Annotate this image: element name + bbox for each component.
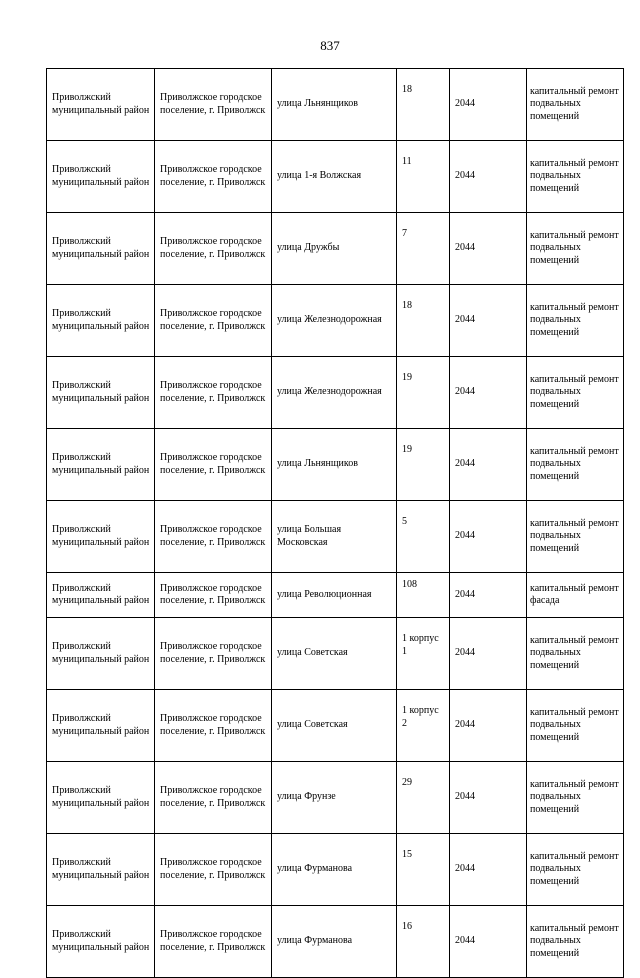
table-row — [47, 834, 624, 906]
table-row — [47, 906, 624, 978]
cell-district: Приволжский муниципальный район — [47, 762, 155, 834]
cell-work-type: капитальный ремонт подвальных помещений — [527, 834, 624, 906]
table-row — [47, 213, 624, 285]
cell-settlement: Приволжское городское поселение, г. Приволжск — [155, 357, 272, 429]
table-row — [47, 141, 624, 213]
cell-street: улица Большая Московская — [272, 501, 397, 573]
cell-district: Приволжский муниципальный район — [47, 618, 155, 690]
table-row — [47, 429, 624, 501]
cell-year: 2044 — [450, 357, 527, 429]
cell-settlement: Приволжское городское поселение, г. Приволжск — [155, 213, 272, 285]
cell-work-type: капитальный ремонт подвальных помещений — [527, 357, 624, 429]
table-row — [47, 618, 624, 690]
table-row — [47, 357, 624, 429]
cell-work-type: капитальный ремонт подвальных помещений — [527, 906, 624, 978]
cell-work-type: капитальный ремонт подвальных помещений — [527, 429, 624, 501]
cell-settlement: Приволжское городское поселение, г. Приволжск — [155, 690, 272, 762]
cell-house-number: 1 корпус 1 — [397, 618, 450, 690]
cell-street: улица Железнодорожная — [272, 357, 397, 429]
cell-settlement: Приволжское городское поселение, г. Приволжск — [155, 834, 272, 906]
cell-street: улица Фурманова — [272, 834, 397, 906]
cell-year: 2044 — [450, 762, 527, 834]
table-row — [47, 69, 624, 141]
cell-street: улица Фурманова — [272, 906, 397, 978]
cell-district: Приволжский муниципальный район — [47, 573, 155, 618]
cell-work-type: капитальный ремонт фасада — [527, 573, 624, 618]
cell-work-type: капитальный ремонт подвальных помещений — [527, 69, 624, 141]
cell-work-type: капитальный ремонт подвальных помещений — [527, 285, 624, 357]
cell-year: 2044 — [450, 285, 527, 357]
cell-work-type: капитальный ремонт подвальных помещений — [527, 618, 624, 690]
cell-house-number: 19 — [397, 357, 450, 429]
cell-settlement: Приволжское городское поселение, г. Приволжск — [155, 501, 272, 573]
cell-year: 2044 — [450, 69, 527, 141]
table-row — [47, 501, 624, 573]
cell-district: Приволжский муниципальный район — [47, 501, 155, 573]
cell-district: Приволжский муниципальный район — [47, 429, 155, 501]
cell-street: улица Железнодорожная — [272, 285, 397, 357]
cell-year: 2044 — [450, 690, 527, 762]
cell-house-number: 29 — [397, 762, 450, 834]
cell-year: 2044 — [450, 141, 527, 213]
cell-year: 2044 — [450, 618, 527, 690]
cell-house-number: 18 — [397, 285, 450, 357]
cell-work-type: капитальный ремонт подвальных помещений — [527, 762, 624, 834]
cell-district: Приволжский муниципальный район — [47, 213, 155, 285]
cell-street: улица Революционная — [272, 573, 397, 618]
cell-settlement: Приволжское городское поселение, г. Приволжск — [155, 618, 272, 690]
cell-district: Приволжский муниципальный район — [47, 357, 155, 429]
cell-street: улица Советская — [272, 618, 397, 690]
cell-work-type: капитальный ремонт подвальных помещений — [527, 213, 624, 285]
cell-settlement: Приволжское городское поселение, г. Приволжск — [155, 285, 272, 357]
cell-work-type: капитальный ремонт подвальных помещений — [527, 141, 624, 213]
cell-house-number: 19 — [397, 429, 450, 501]
cell-street: улица 1-я Волжская — [272, 141, 397, 213]
cell-street: улица Льнянщиков — [272, 69, 397, 141]
cell-house-number: 15 — [397, 834, 450, 906]
cell-district: Приволжский муниципальный район — [47, 141, 155, 213]
page-number: 837 — [320, 38, 340, 53]
cell-work-type: капитальный ремонт подвальных помещений — [527, 501, 624, 573]
cell-house-number: 7 — [397, 213, 450, 285]
repair-schedule-table — [46, 68, 624, 978]
table-row — [47, 573, 624, 618]
cell-year: 2044 — [450, 906, 527, 978]
cell-district: Приволжский муниципальный район — [47, 834, 155, 906]
table-row — [47, 285, 624, 357]
cell-house-number: 108 — [397, 573, 450, 618]
table-row — [47, 762, 624, 834]
cell-settlement: Приволжское городское поселение, г. Приволжск — [155, 69, 272, 141]
cell-district: Приволжский муниципальный район — [47, 906, 155, 978]
cell-year: 2044 — [450, 213, 527, 285]
cell-street: улица Фрунзе — [272, 762, 397, 834]
table-row — [47, 690, 624, 762]
cell-year: 2044 — [450, 573, 527, 618]
cell-settlement: Приволжское городское поселение, г. Приволжск — [155, 762, 272, 834]
cell-settlement: Приволжское городское поселение, г. Приволжск — [155, 141, 272, 213]
cell-settlement: Приволжское городское поселение, г. Приволжск — [155, 906, 272, 978]
cell-district: Приволжский муниципальный район — [47, 285, 155, 357]
table-body — [47, 69, 624, 978]
cell-house-number: 16 — [397, 906, 450, 978]
cell-year: 2044 — [450, 429, 527, 501]
cell-district: Приволжский муниципальный район — [47, 690, 155, 762]
cell-house-number: 18 — [397, 69, 450, 141]
cell-house-number: 5 — [397, 501, 450, 573]
cell-house-number: 11 — [397, 141, 450, 213]
cell-settlement: Приволжское городское поселение, г. Приволжск — [155, 573, 272, 618]
cell-street: улица Дружбы — [272, 213, 397, 285]
cell-year: 2044 — [450, 501, 527, 573]
cell-settlement: Приволжское городское поселение, г. Приволжск — [155, 429, 272, 501]
cell-year: 2044 — [450, 834, 527, 906]
cell-house-number: 1 корпус 2 — [397, 690, 450, 762]
cell-street: улица Советская — [272, 690, 397, 762]
cell-street: улица Льнянщиков — [272, 429, 397, 501]
cell-work-type: капитальный ремонт подвальных помещений — [527, 690, 624, 762]
cell-district: Приволжский муниципальный район — [47, 69, 155, 141]
